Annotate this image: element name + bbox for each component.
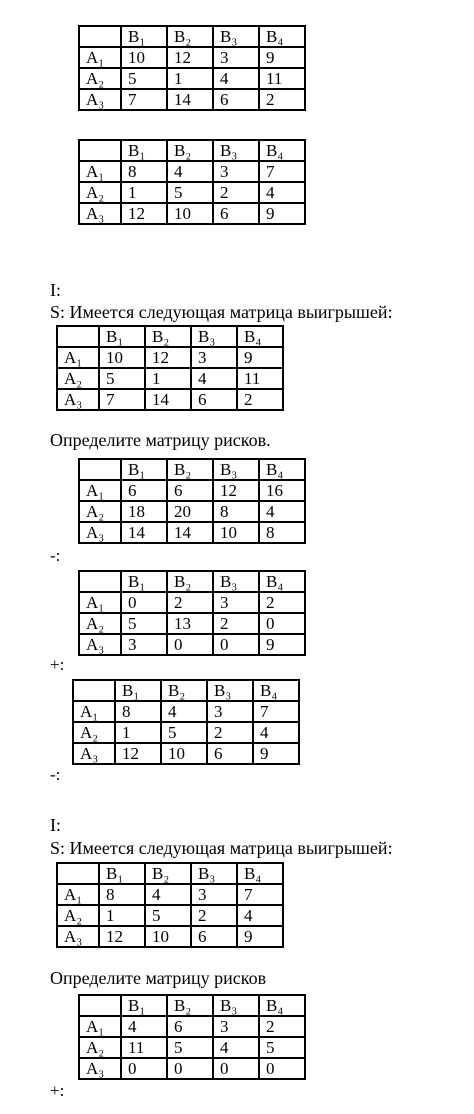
table-cell: 5 (145, 905, 191, 926)
col-header: B₂ (167, 26, 213, 47)
table-cell: 11 (121, 1037, 167, 1058)
row-header: A₃ (73, 743, 115, 764)
table-cell: 2 (259, 592, 305, 613)
table-cell: 8 (121, 161, 167, 182)
table-row (57, 368, 283, 389)
table-cell: 0 (121, 1058, 167, 1079)
table-cell: 4 (213, 1037, 259, 1058)
table-cell: 12 (115, 743, 161, 764)
table-cell: 3 (191, 884, 237, 905)
col-header: B₄ (259, 995, 305, 1016)
table-cell: 9 (237, 926, 283, 947)
col-header: B₃ (207, 680, 253, 701)
table-cell: 16 (259, 480, 305, 501)
table-cell: 2 (207, 722, 253, 743)
col-header: B₄ (237, 863, 283, 884)
table-cell: 3 (207, 701, 253, 722)
row-header: A₂ (79, 68, 121, 89)
col-header: B₃ (191, 326, 237, 347)
table-cell: 6 (167, 1016, 213, 1037)
table-cell: 5 (121, 613, 167, 634)
matrix-table (56, 325, 284, 411)
table-cell: 2 (167, 592, 213, 613)
matrix-table (78, 25, 306, 111)
table-row (79, 592, 305, 613)
col-header: B₂ (167, 459, 213, 480)
col-header: B₃ (213, 995, 259, 1016)
table-row (79, 203, 305, 224)
col-header: B₁ (121, 459, 167, 480)
table-cell: 9 (259, 203, 305, 224)
table-cell: 6 (213, 203, 259, 224)
col-header: B₂ (167, 140, 213, 161)
col-header: B₄ (259, 26, 305, 47)
answer-mark: +: (50, 1081, 65, 1100)
row-header: A₁ (79, 161, 121, 182)
table-cell: 6 (191, 389, 237, 410)
table-row (79, 501, 305, 522)
answer-mark: -: (50, 546, 61, 565)
table-cell: 4 (237, 905, 283, 926)
table-cell: 12 (99, 926, 145, 947)
table-cell: 9 (253, 743, 299, 764)
corner-cell (79, 140, 121, 161)
table-header-row (57, 326, 283, 347)
col-header: B₁ (121, 995, 167, 1016)
table-cell: 0 (167, 634, 213, 655)
row-header: A₃ (79, 203, 121, 224)
table-cell: 9 (259, 634, 305, 655)
table-cell: 8 (99, 884, 145, 905)
table-cell: 2 (191, 905, 237, 926)
table-header-row (57, 863, 283, 884)
col-header: B₁ (121, 571, 167, 592)
table-cell: 5 (121, 68, 167, 89)
matrix-table (78, 139, 306, 225)
table-header-row (79, 26, 305, 47)
corner-cell (79, 26, 121, 47)
col-header: B₄ (259, 459, 305, 480)
corner-cell (79, 571, 121, 592)
table-row (79, 68, 305, 89)
table-cell: 7 (99, 389, 145, 410)
col-header: B₂ (145, 863, 191, 884)
table-cell: 10 (167, 203, 213, 224)
col-header: B₃ (213, 459, 259, 480)
table-row (73, 701, 299, 722)
table-cell: 3 (213, 161, 259, 182)
col-header: B₂ (161, 680, 207, 701)
table-cell: 3 (213, 1016, 259, 1037)
row-header: A₃ (79, 89, 121, 110)
row-header: A₁ (57, 884, 99, 905)
table-cell: 4 (191, 368, 237, 389)
table-cell: 1 (167, 68, 213, 89)
table-cell: 14 (121, 522, 167, 543)
table-cell: 4 (259, 182, 305, 203)
row-header: A₃ (57, 926, 99, 947)
table-cell: 10 (161, 743, 207, 764)
answer-mark: -: (50, 765, 61, 784)
table-cell: 0 (121, 592, 167, 613)
table-header-row (79, 571, 305, 592)
table-cell: 5 (167, 1037, 213, 1058)
table-cell: 1 (145, 368, 191, 389)
row-header: A₂ (73, 722, 115, 743)
table-cell: 10 (99, 347, 145, 368)
row-header: A₁ (79, 1016, 121, 1037)
col-header: B₂ (167, 571, 213, 592)
table-header-row (73, 680, 299, 701)
table-cell: 8 (115, 701, 161, 722)
table-row (79, 47, 305, 68)
question-id-label: I: (50, 815, 61, 835)
row-header: A₁ (79, 592, 121, 613)
table-row (57, 347, 283, 368)
table-row (73, 743, 299, 764)
table-cell: 11 (237, 368, 283, 389)
corner-cell (79, 995, 121, 1016)
table-cell: 18 (121, 501, 167, 522)
table-cell: 4 (213, 68, 259, 89)
col-header: B₁ (121, 140, 167, 161)
table-cell: 2 (259, 89, 305, 110)
table-row (79, 1016, 305, 1037)
row-header: A₂ (79, 1037, 121, 1058)
col-header: B₁ (115, 680, 161, 701)
table-cell: 14 (167, 522, 213, 543)
col-header: B₄ (237, 326, 283, 347)
row-header: A₃ (79, 522, 121, 543)
table-row (57, 389, 283, 410)
question-id-label: I: (50, 280, 61, 300)
table-row (73, 722, 299, 743)
table-cell: 13 (167, 613, 213, 634)
table-row (79, 182, 305, 203)
table-cell: 7 (253, 701, 299, 722)
answer-matrix (78, 458, 306, 544)
table-cell: 0 (213, 634, 259, 655)
table-row (79, 1037, 305, 1058)
col-header: B₄ (259, 140, 305, 161)
table-cell: 0 (259, 1058, 305, 1079)
table-header-row (79, 140, 305, 161)
table-cell: 2 (237, 389, 283, 410)
table-cell: 5 (99, 368, 145, 389)
col-header: B₁ (99, 326, 145, 347)
table-header-row (79, 995, 305, 1016)
table-cell: 10 (213, 522, 259, 543)
row-header: A₁ (79, 480, 121, 501)
table-cell: 4 (161, 701, 207, 722)
table-cell: 6 (213, 89, 259, 110)
table-cell: 5 (167, 182, 213, 203)
col-header: B₁ (99, 863, 145, 884)
table-cell: 0 (213, 1058, 259, 1079)
table-cell: 6 (167, 480, 213, 501)
row-header: A₁ (79, 47, 121, 68)
corner-cell (79, 459, 121, 480)
table-cell: 12 (213, 480, 259, 501)
row-header: A₃ (57, 389, 99, 410)
table-cell: 3 (121, 634, 167, 655)
corner-cell (57, 326, 99, 347)
table-cell: 0 (259, 613, 305, 634)
table-cell: 1 (121, 182, 167, 203)
answer-matrix (78, 570, 306, 656)
col-header: B₃ (213, 571, 259, 592)
table-cell: 11 (259, 68, 305, 89)
row-header: A₁ (57, 347, 99, 368)
table-cell: 10 (145, 926, 191, 947)
table-cell: 6 (191, 926, 237, 947)
corner-cell (57, 863, 99, 884)
row-header: A₁ (73, 701, 115, 722)
table-cell: 3 (213, 592, 259, 613)
prompt-text: Определите матрицу рисков. (50, 430, 271, 450)
table-cell: 7 (237, 884, 283, 905)
table-cell: 3 (213, 47, 259, 68)
prompt-text: Определите матрицу рисков (50, 968, 267, 988)
col-header: B₂ (167, 995, 213, 1016)
row-header: A₃ (79, 634, 121, 655)
table-cell: 14 (167, 89, 213, 110)
table-cell: 12 (167, 47, 213, 68)
row-header: A₃ (79, 1058, 121, 1079)
table-cell: 7 (259, 161, 305, 182)
table-row (79, 1058, 305, 1079)
table-row (79, 522, 305, 543)
table-cell: 4 (167, 161, 213, 182)
table-cell: 12 (145, 347, 191, 368)
table-row (57, 884, 283, 905)
table-row (79, 161, 305, 182)
table-cell: 5 (259, 1037, 305, 1058)
table-cell: 7 (121, 89, 167, 110)
answer-mark: +: (50, 655, 65, 674)
table-cell: 8 (259, 522, 305, 543)
table-cell: 4 (145, 884, 191, 905)
table-row (79, 89, 305, 110)
table-cell: 2 (213, 613, 259, 634)
answer-matrix (72, 679, 300, 765)
table-header-row (79, 459, 305, 480)
table-cell: 6 (207, 743, 253, 764)
table-cell: 9 (237, 347, 283, 368)
col-header: B₄ (253, 680, 299, 701)
col-header: B₄ (259, 571, 305, 592)
row-header: A₂ (79, 501, 121, 522)
table-row (57, 905, 283, 926)
col-header: B₁ (121, 26, 167, 47)
table-cell: 8 (213, 501, 259, 522)
col-header: B₃ (213, 140, 259, 161)
row-header: A₂ (79, 182, 121, 203)
table-cell: 4 (259, 501, 305, 522)
col-header: B₃ (213, 26, 259, 47)
row-header: A₂ (57, 905, 99, 926)
table-cell: 10 (121, 47, 167, 68)
table-cell: 1 (99, 905, 145, 926)
table-cell: 6 (121, 480, 167, 501)
table-cell: 0 (167, 1058, 213, 1079)
table-cell: 1 (115, 722, 161, 743)
table-row (79, 480, 305, 501)
matrix-table (56, 862, 284, 948)
table-cell: 2 (213, 182, 259, 203)
table-cell: 12 (121, 203, 167, 224)
table-row (57, 926, 283, 947)
corner-cell (73, 680, 115, 701)
question-text: S: Имеется следующая матрица выигрышей: (50, 838, 393, 858)
row-header: A₂ (57, 368, 99, 389)
table-cell: 4 (121, 1016, 167, 1037)
table-cell: 20 (167, 501, 213, 522)
table-cell: 2 (259, 1016, 305, 1037)
table-cell: 5 (161, 722, 207, 743)
table-cell: 4 (253, 722, 299, 743)
question-text: S: Имеется следующая матрица выигрышей: (50, 302, 393, 322)
table-row (79, 634, 305, 655)
col-header: B₃ (191, 863, 237, 884)
table-cell: 9 (259, 47, 305, 68)
table-cell: 14 (145, 389, 191, 410)
row-header: A₂ (79, 613, 121, 634)
table-cell: 3 (191, 347, 237, 368)
answer-matrix (78, 994, 306, 1080)
col-header: B₂ (145, 326, 191, 347)
table-row (79, 613, 305, 634)
